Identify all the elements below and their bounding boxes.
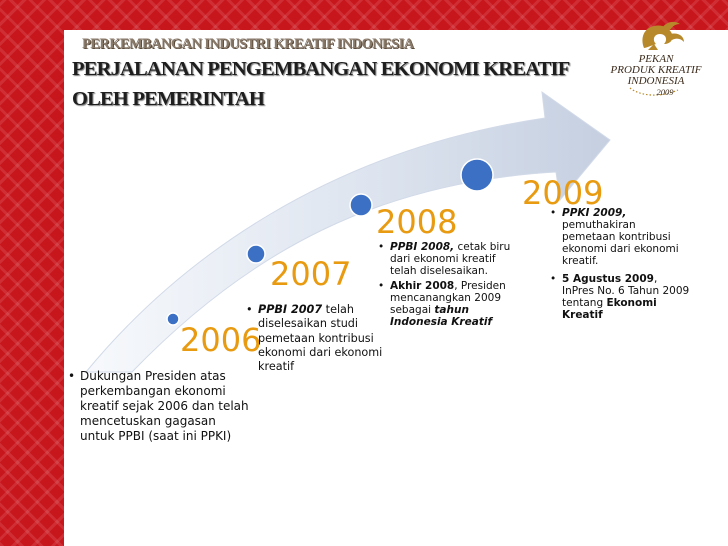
slide-title-line2: OLEH PEMERINTAH <box>72 88 265 110</box>
notes-2007 <box>246 303 386 378</box>
note-item <box>378 281 518 329</box>
logo-year: 2009 <box>656 87 674 97</box>
year-label-2006: 2006 <box>180 321 262 359</box>
notes-2006 <box>68 369 250 448</box>
note-text: , InPres No. 6 Tahun 2009 tentang <box>562 272 690 309</box>
note-text: cetak biru dari ekonomi kreatif telah diselesaikan. <box>390 241 511 277</box>
slide-title-line1: PERJALANAN PENGEMBANGAN EKONOMI KREATIF <box>72 58 570 80</box>
logo-line1: PEKAN <box>638 53 674 65</box>
note-bold: 5 Agustus 2009 <box>562 272 654 285</box>
note-emphasis: PPKI 2009, <box>562 207 627 219</box>
note-item <box>378 242 518 278</box>
notes-2008 <box>378 242 518 332</box>
timeline-dot-2007 <box>247 245 265 263</box>
note-item <box>550 208 690 268</box>
note-text: , Presiden mencanangkan 2009 sebagai <box>390 279 506 316</box>
note-emphasis: PPBI 2008, <box>390 241 455 253</box>
note-bold: Akhir 2008 <box>390 279 455 292</box>
logo-line3: INDONESIA <box>627 75 685 87</box>
logo-line2: PRODUK KREATIF <box>610 64 702 76</box>
note-text: pemuthakiran pemetaan kontribusi ekonomi dari ekonomi kreatif. <box>562 218 679 267</box>
note-item <box>246 303 386 375</box>
note-bold: Ekonomi Kreatif <box>562 296 657 321</box>
note-item <box>550 274 690 322</box>
slide-supertitle: PERKEMBANGAN INDUSTRI KREATIF INDONESIA <box>82 36 414 52</box>
year-label-2008: 2008 <box>376 203 458 241</box>
note-text: telah diselesaikan studi pemetaan kontribusi ekonomi dari ekonomi kreatif <box>258 303 383 374</box>
year-label-2009: 2009 <box>522 174 604 212</box>
note-text: Dukungan Presiden atas perkembangan ekonomi kreatif sejak 2006 dan telah mencetuskan gagasan untuk PPBI (saat ini PPKI) <box>80 369 249 444</box>
notes-2009 <box>550 208 690 328</box>
note-emphasis: tahun Indonesia Kreatif <box>390 303 493 328</box>
timeline-dot-2006 <box>167 313 179 325</box>
year-label-2007: 2007 <box>270 255 352 293</box>
note-item <box>68 369 250 445</box>
timeline-dot-2008 <box>350 194 372 216</box>
note-emphasis: PPBI 2007 <box>258 303 323 316</box>
timeline-dot-2009 <box>461 159 493 191</box>
